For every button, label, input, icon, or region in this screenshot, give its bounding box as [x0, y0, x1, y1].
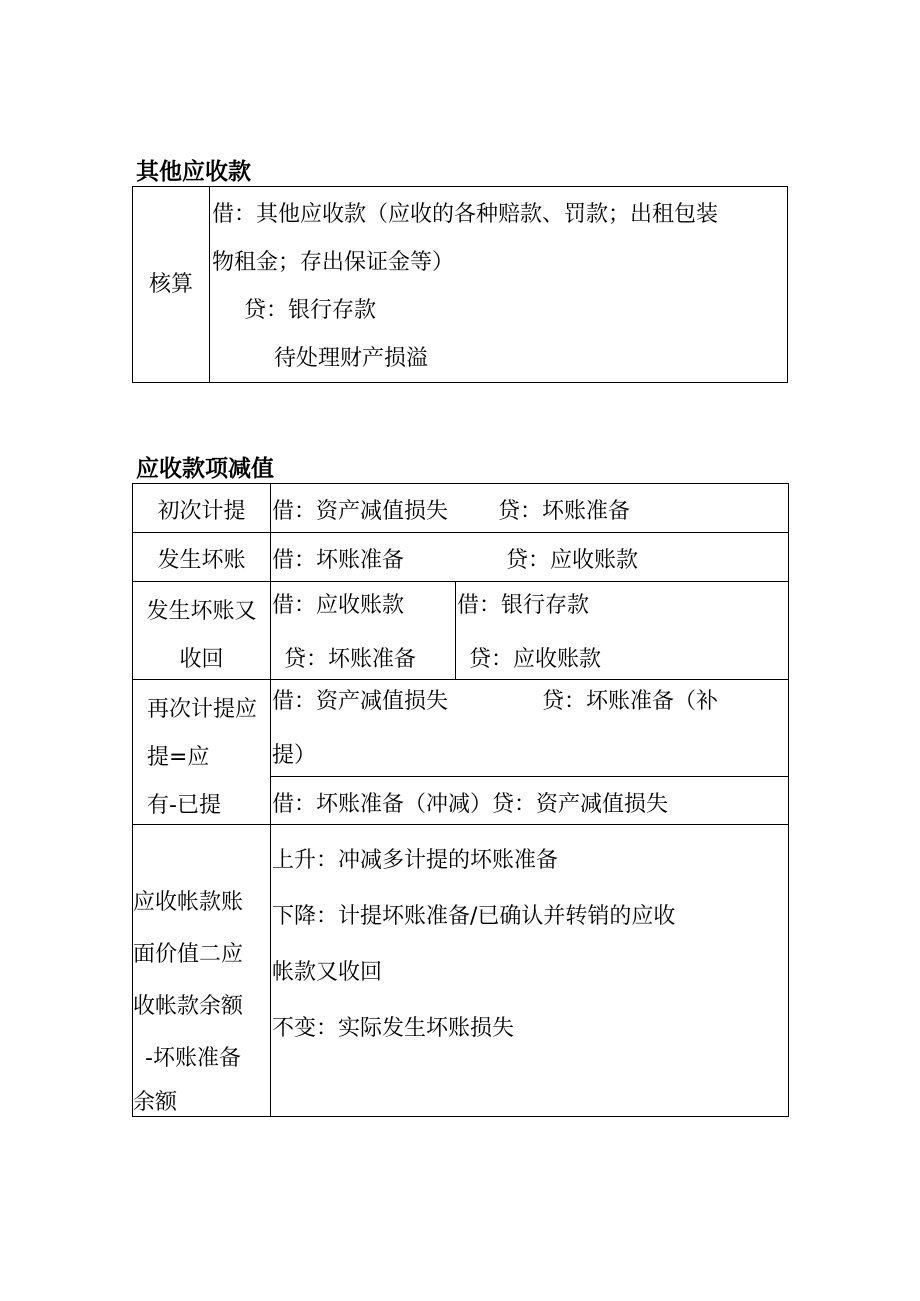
debit-again: 借：资产减值损失: [272, 689, 449, 714]
debit-initial: 借：资产减值损失: [272, 499, 449, 524]
entry-cell-book-value: [271, 825, 789, 1117]
label-book-line: 收帐款余额: [133, 994, 244, 1019]
label-cell-initial: [133, 484, 271, 533]
debit-recover-left: 借：应收账款: [272, 593, 405, 618]
label-again-line: 提=应: [147, 745, 210, 770]
label-again-line: 再次计提应: [147, 697, 258, 722]
credit-initial: 贷：坏账准备: [498, 499, 631, 524]
label-cell-occur: [133, 533, 271, 582]
entry-line: 物租金；存出保证金等）: [212, 250, 455, 275]
debit-recover-right: 借：银行存款: [457, 593, 590, 618]
receivable-impairment-table: [132, 483, 789, 1117]
entry-cell-again-bottom: [271, 777, 789, 825]
section-title-other-receivables: 其他应收款: [136, 159, 251, 185]
label-book-line: 余额: [133, 1090, 178, 1115]
label-again-line: 有-已提: [147, 793, 221, 818]
entry-cell-recover-right: [456, 582, 789, 680]
label-recover-line: 收回: [179, 647, 224, 672]
credit-recover-left: 贷：坏账准备: [284, 647, 417, 672]
label-cell-accounting: [133, 187, 210, 383]
label-book-line: 面价值二应: [133, 942, 244, 967]
label-cell-recover: [133, 582, 271, 680]
credit-occur: 贷：应收账款: [506, 548, 639, 573]
book-line-unchanged: 不变：实际发生坏账损失: [272, 1016, 515, 1041]
entry-again-bottom: 借：坏账准备（冲减）贷：资产减值损失: [272, 792, 669, 817]
label-book-line: -坏账准备: [145, 1046, 241, 1071]
credit-again: 贷：坏账准备（补: [542, 689, 719, 714]
label-cell-book-value: [133, 825, 271, 1117]
entry-cell-accounting: [210, 187, 788, 383]
other-receivables-table: [132, 186, 788, 383]
credit-again-cont: 提）: [272, 743, 317, 768]
entry-cell-again-top: [271, 680, 789, 777]
label-occur: 发生坏账: [157, 548, 246, 573]
book-line-down: 下降：计提坏账准备/已确认并转销的应收: [272, 904, 676, 929]
entry-cell-initial: [271, 484, 789, 533]
entry-line: 借：其他应收款（应收的各种赔款、罚款；出租包装: [212, 202, 719, 227]
credit-recover-right: 贷：应收账款: [469, 647, 602, 672]
label-book-line: 应收帐款账: [133, 890, 244, 915]
label-recover-line: 发生坏账又: [146, 599, 257, 624]
label-initial: 初次计提: [157, 499, 246, 524]
label-cell-again: [133, 680, 271, 825]
label-accounting: 核算: [148, 271, 193, 297]
book-line-down-cont: 帐款又收回: [272, 960, 383, 985]
entry-line: 贷：银行存款: [244, 298, 377, 323]
debit-occur: 借：坏账准备: [272, 548, 405, 573]
entry-line: 待处理财产损溢: [274, 346, 429, 371]
entry-cell-recover-left: [271, 582, 456, 680]
entry-cell-occur: [271, 533, 789, 582]
book-line-up: 上升：冲减多计提的坏账准备: [272, 848, 559, 873]
section-title-receivable-impairment: 应收款项减值: [136, 456, 274, 482]
